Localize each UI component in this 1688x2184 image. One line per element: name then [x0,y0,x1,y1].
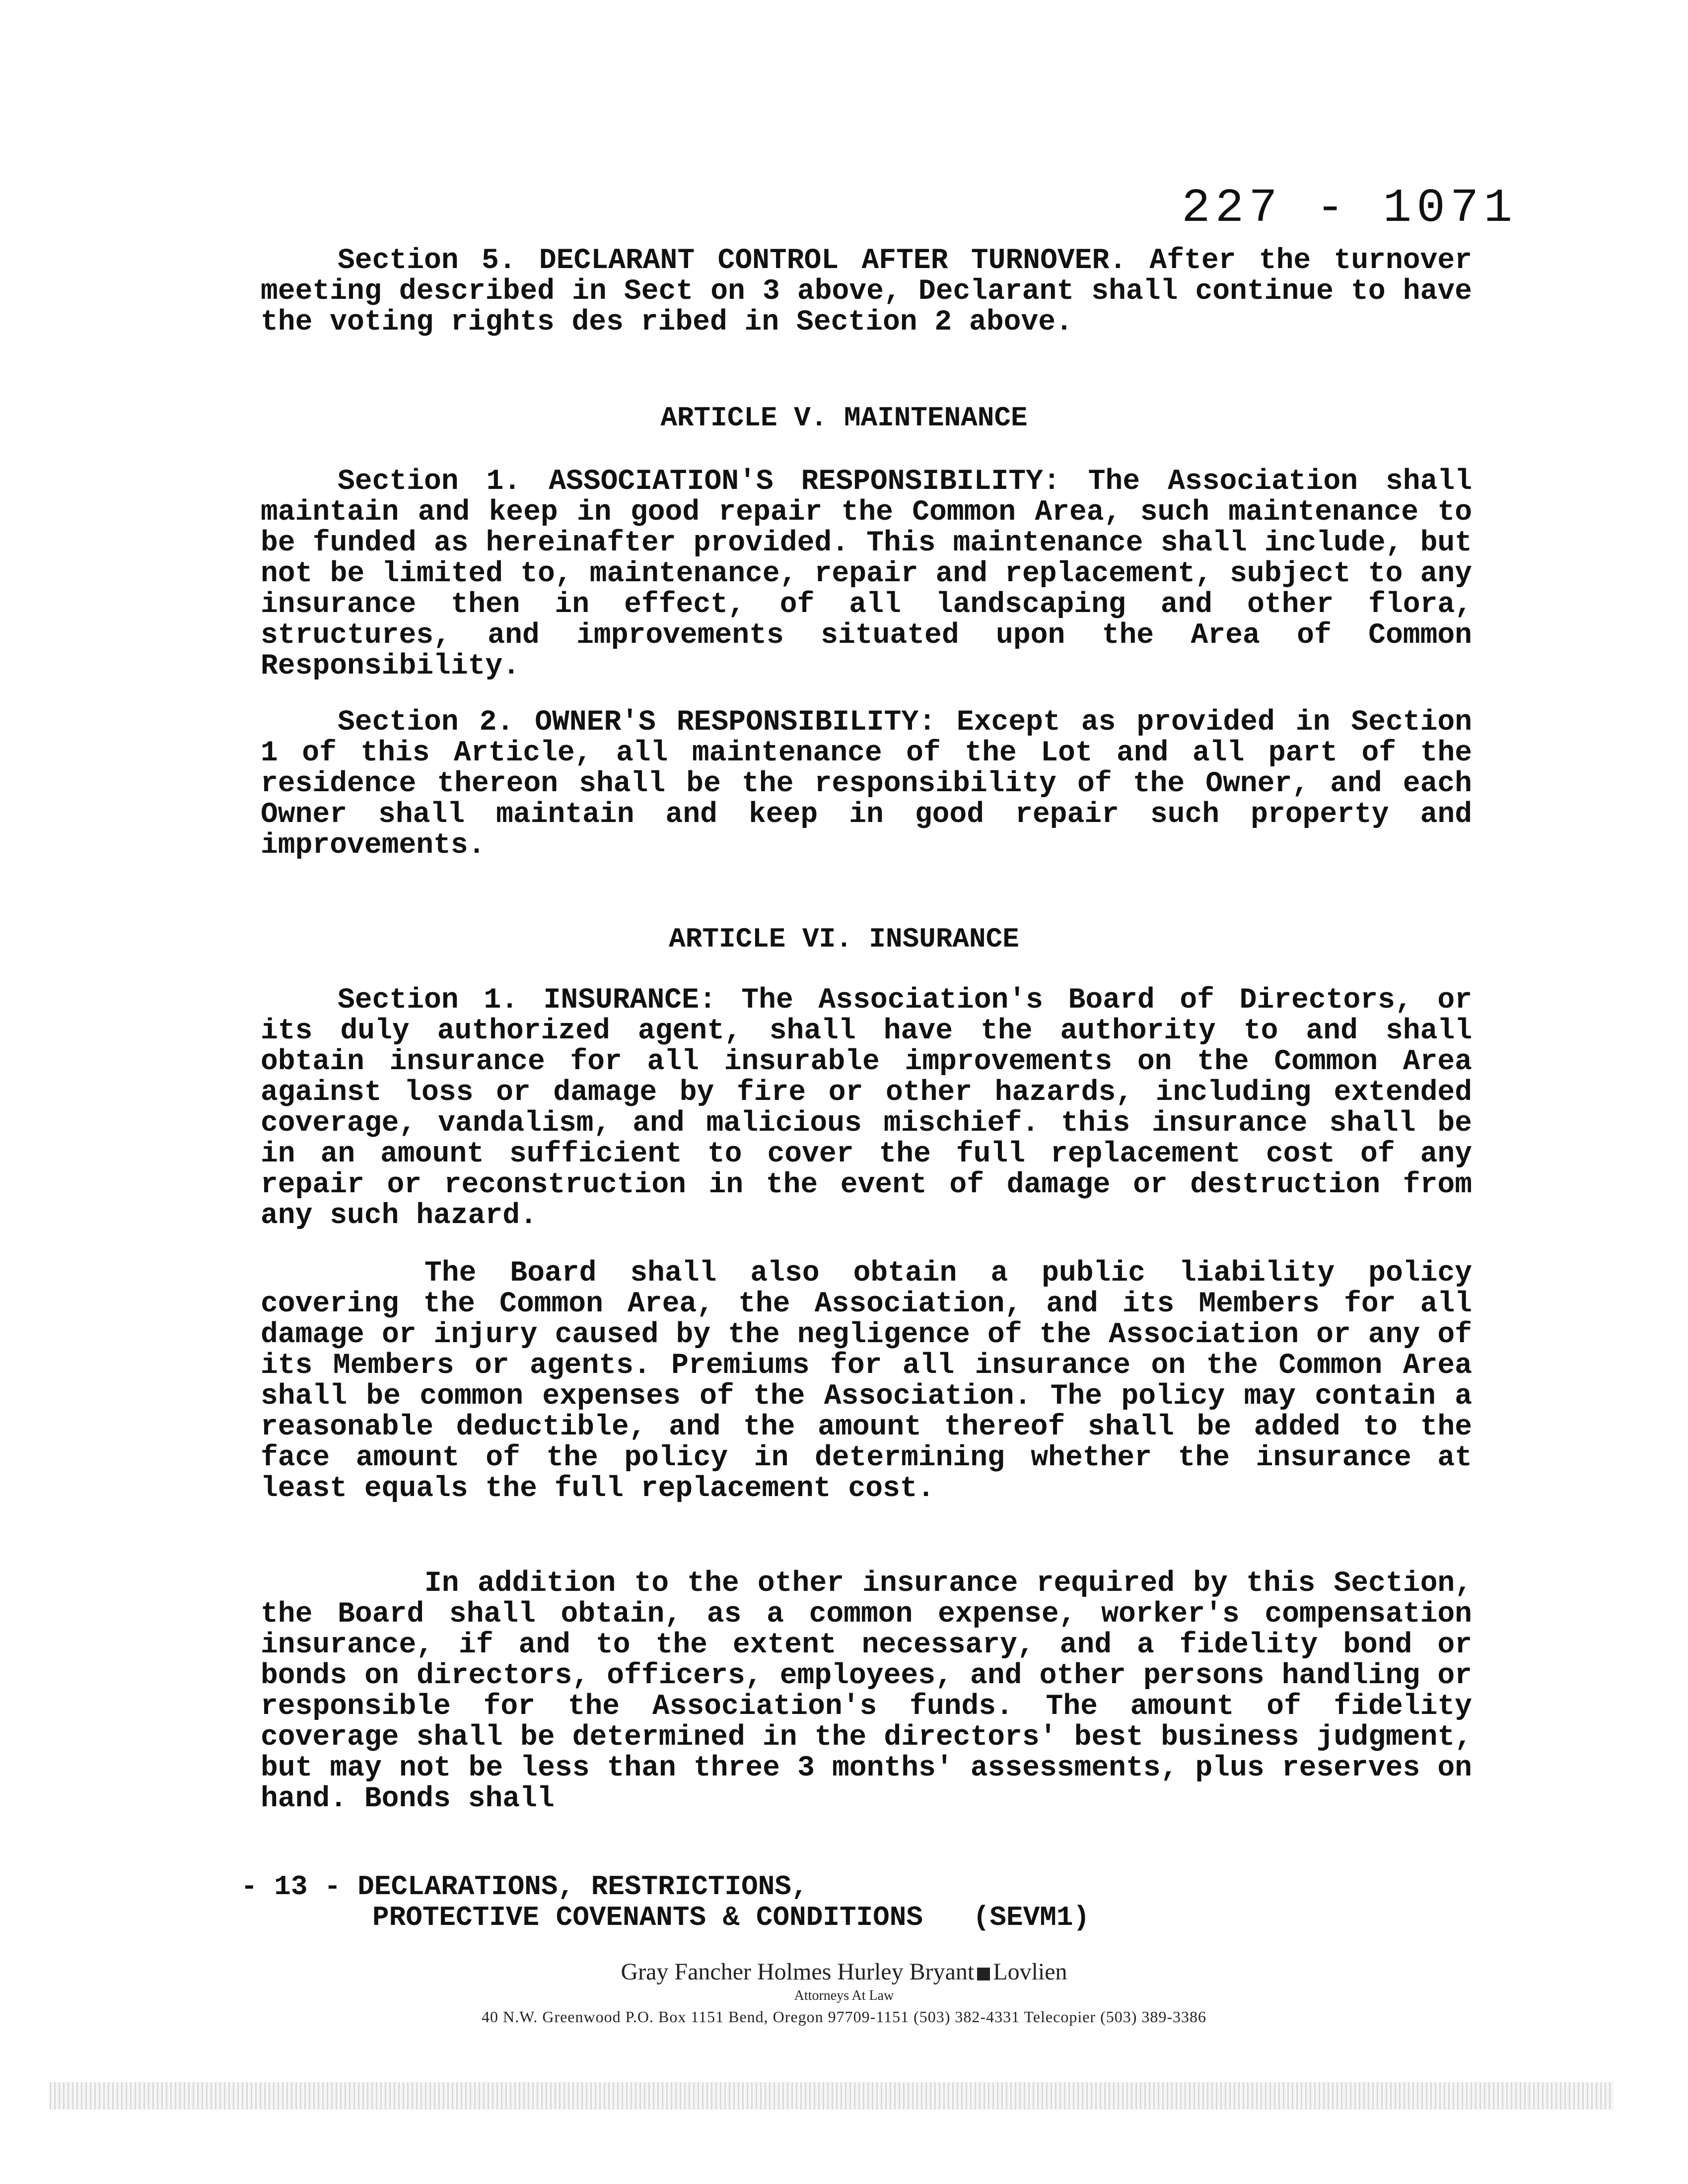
article-5-section-1-paragraph: Section 1. ASSOCIATION'S RESPONSIBILITY: The Association shall maintain and keep in good repair the Common Area, such maintenance to be funded as hereinafter provided. This maintenance shall include, but not be limited to, maintenance, repair and replacement, subject to any insurance then in effect, of all landscaping and other flora, structures, and improvements situated upon the Area of Common Responsibility. [261,466,1472,682]
article-6-paragraph-3: In addition to the other insurance required by this Section, the Board shall obtain, as a common expense, worker's compensation insurance, if and to the extent necessary, and a fidelity bond or bonds on directors, officers, employees, and other persons handling or responsible for the Association's funds. The amount of fidelity coverage shall be determined in the directors' best business judgment, but may not be less than three 3 months' assessments, plus reserves on hand. Bonds shall [261,1568,1472,1815]
document-footer-title [241,1871,1090,1933]
page-number: 227 - 1071 [1182,181,1518,235]
article-6-heading: ARTICLE VI. INSURANCE [669,923,1019,955]
footer-line-2: PROTECTIVE COVENANTS & CONDITIONS (SEVM1) [372,1902,1090,1933]
section-5-paragraph: Section 5. DECLARANT CONTROL AFTER TURNOVER. After the turnover meeting described in Sect on 3 above, Declarant shall continue to have the voting rights des ribed in Section 2 above. [261,245,1472,339]
scan-noise-band [50,2082,1614,2110]
square-icon [977,1968,990,1980]
article-6-paragraph-2: The Board shall also obtain a public liability policy covering the Common Area, the Association, and its Members for all damage or injury caused by the negligence of the Association or any of its Members or agents. Premiums for all insurance on the Common Area shall be common expenses of the Association. The policy may contain a reasonable deductible, and the amount thereof shall be added to the face amount of the policy in determining whether the insurance at least equals the full replacement cost. [261,1257,1472,1505]
law-firm-address: 40 N.W. Greenwood P.O. Box 1151 Bend, Oregon 97709-1151 (503) 382-4331 Telecopier (503) 389-3386 [481,2008,1207,2026]
law-firm-name-right: Lovlien [993,1959,1067,1985]
article-5-section-2-paragraph: Section 2. OWNER'S RESPONSIBILITY: Except as provided in Section 1 of this Article, all maintenance of the Lot and all part of the residence thereon shall be the responsibility of the Owner, and each Owner shall maintain and keep in good repair such property and improvements. [261,706,1472,862]
article-6-section-1-paragraph: Section 1. INSURANCE: The Association's Board of Directors, or its duly authorized agent, shall have the authority to and shall obtain insurance for all insurable improvements on the Common Area against loss or damage by fire or other hazards, including extended coverage, vandalism, and malicious mischief. this insurance shall be in an amount sufficient to cover the full replacement cost of any repair or reconstruction in the event of damage or destruction from any such hazard. [261,984,1472,1232]
law-firm-name-left: Gray Fancher Holmes Hurley Bryant [621,1959,975,1985]
law-firm-subtitle: Attorneys At Law [794,1988,894,2003]
article-5-heading: ARTICLE V. MAINTENANCE [660,402,1028,434]
footer-line-1: - 13 - DECLARATIONS, RESTRICTIONS, [241,1871,808,1903]
law-firm-name [0,1958,1688,1985]
